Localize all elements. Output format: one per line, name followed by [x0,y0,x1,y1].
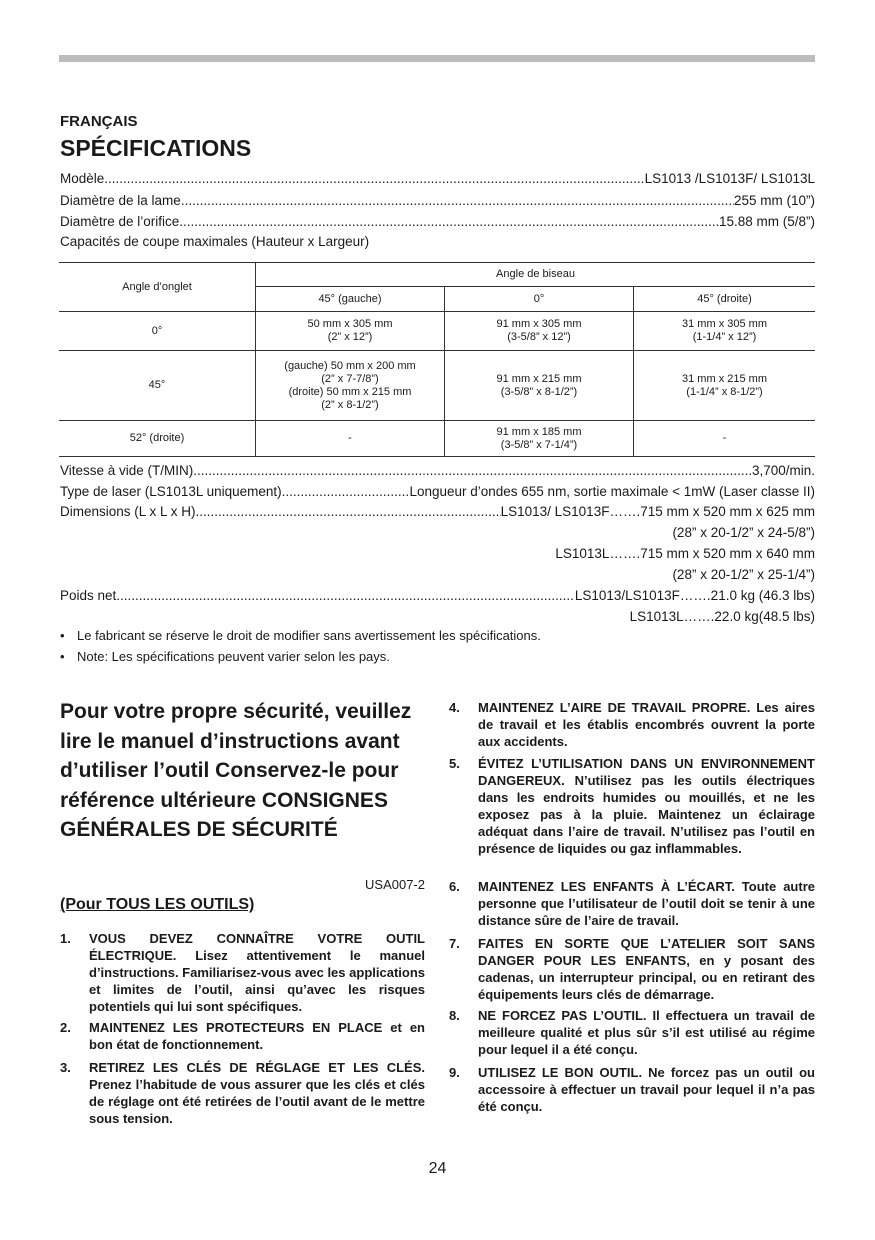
capacity-table [59,262,815,457]
table-cell: (gauche) 50 mm x 200 mm (2” x 7-7/8”) (droite) 50 mm x 215 mm (2” x 8-1/2”) [256,351,445,421]
table-row [59,421,815,457]
spec-value: 15.88 mm (5/8”) [718,214,815,229]
spec-value: LS1013/ LS1013F…….715 mm x 520 mm x 625 mm [500,504,815,519]
spec-dimensions-line4: (28” x 20-1/2” x 25-1/4”) [672,567,815,582]
table-cell: 91 mm x 305 mm (3-5/8” x 12”) [445,312,634,351]
spec-model [60,169,815,188]
language-label: FRANÇAIS [60,113,138,130]
spec-label: Diamètre de l’orifice [60,214,180,229]
table-col-header: 45° (gauche) [256,287,445,312]
list-item: 5. ÉVITEZ L’UTILISATION DANS UN ENVIRONNEMENT DANGEREUX. N’utilisez pas les outils électriques dans les endroits humides ou mouillés, et ne les exposez pas à la pluie. Maintenez un éclairage adéquat dans l’aire de travail. N’utilisez pas l’outil en présence de liquides ou gaz inflammables. [449,756,815,856]
list-item: 9. UTILISEZ LE BON OUTIL. Ne forcez pas un outil ou accessoire à effectuer un travail pour lequel il n’a pas été conçu. [449,1065,815,1114]
note-item: • Le fabricant se réserve le droit de modifier sans avertissement les spécifications. [60,628,541,643]
list-item: 7. FAITES EN SORTE QUE L’ATELIER SOIT SANS DANGER POUR LES ENFANTS, en y posant des cadenas, un interrupteur principal, ou en retirant des équipements leurs clés de démarrage. [449,936,815,1002]
safety-subhead: (Pour TOUS LES OUTILS) [60,896,255,913]
table-cell: 50 mm x 305 mm (2” x 12”) [256,312,445,351]
list-item: 4. MAINTENEZ L’AIRE DE TRAVAIL PROPRE. Les aires de travail et les établis encombrés ouvrent la porte aux accidents. [449,700,815,749]
spec-blade [60,191,815,210]
list-item: 1. VOUS DEVEZ CONNAÎTRE VOTRE OUTIL ÉLECTRIQUE. Lisez attentivement le manuel d’instructions. Familiarisez-vous avec les applications et limites de l’outil, ainsi qu’avec les risques potentiels qui lui sont spécifiques. [60,931,425,1014]
table-cell-angle: 0° [151,324,163,337]
table-cell: 91 mm x 215 mm (3-5/8” x 8-1/2”) [445,351,634,421]
spec-value: 3,700/min. [751,463,815,478]
spec-label: Type de laser (LS1013L uniquement) [60,484,282,499]
spec-weight [60,586,815,605]
table-cell: 31 mm x 215 mm (1-1/4” x 8-1/2”) [634,351,816,421]
spec-value: Longueur d’ondes 655 nm, sortie maximale < 1mW (Laser classe II) [409,484,815,499]
list-item: 3. RETIREZ LES CLÉS DE RÉGLAGE ET LES CLÉS. Prenez l’habitude de vous assurer que les clés et clés de réglage ont été retirées de l’outil avant de le mettre sous tension. [60,1060,425,1126]
spec-value: LS1013 /LS1013F/ LS1013L [644,171,815,186]
spec-label: Poids net [60,588,117,603]
table-cell-angle: 45° [148,379,166,391]
table-cell: 91 mm x 185 mm (3-5/8” x 7-1/4”) [445,421,634,457]
table-row [59,312,815,351]
table-header-bevel: Angle de biseau [256,263,816,287]
table-col-header: 45° (droite) [634,287,816,312]
spec-capacities: Capacités de coupe maximales (Hauteur x Largeur) [60,234,370,249]
safety-title: Pour votre propre sécurité, veuillez lire le manuel d’instructions avant d’utiliser l’outil Conservez-le pour référence ultérieure CONSIGNES GÉNÉRALES DE SÉCURITÉ [60,700,412,841]
spec-label: Vitesse à vide (T/MIN) [60,463,194,478]
table-row [59,351,815,421]
spec-value: LS1013/LS1013F…….21.0 kg (46.3 lbs) [574,588,815,603]
spec-dimensions-line3: LS1013L…….715 mm x 520 mm x 640 mm [555,546,815,561]
table-header-miter: Angle d’onglet [122,280,192,293]
table-cell: - [256,421,445,457]
spec-weight-line2: LS1013L…….22.0 kg(48.5 lbs) [629,609,815,624]
list-item: 2. MAINTENEZ LES PROTECTEURS EN PLACE et en bon état de fonctionnement. [60,1020,425,1052]
spec-label: Diamètre de la lame [60,193,181,208]
spec-dimensions-line2: (28” x 20-1/2” x 24-5/8”) [672,525,815,540]
table-col-header: 0° [445,287,634,312]
spec-value: 255 mm (10”) [733,193,815,208]
list-item: 6. MAINTENEZ LES ENFANTS À L’ÉCART. Toute autre personne que l’utilisateur de l’outil doit se tenir à une distance sûre de l’aire de travail. [449,879,815,928]
list-item: 8. NE FORCEZ PAS L’OUTIL. Il effectuera un travail de meilleure qualité et plus sûr s’il est utilisé au régime pour lequel il a été conçu. [449,1008,815,1057]
header-rule [59,55,815,62]
page-number: 24 [428,1160,447,1177]
spec-speed [60,461,815,480]
table-cell-angle: 52° (droite) [129,432,185,444]
reference-code: USA007-2 [365,877,425,892]
spec-dimensions [60,502,815,521]
note-item: • Note: Les spécifications peuvent varier selon les pays. [60,649,390,664]
table-cell: 31 mm x 305 mm (1-1/4” x 12”) [634,312,816,351]
spec-laser [60,482,815,501]
spec-bore [60,212,815,231]
table-cell: - [634,421,816,457]
page-title: SPÉCIFICATIONS [60,135,252,161]
spec-label: Modèle [60,171,105,186]
spec-label: Dimensions (L x L x H) [60,504,196,519]
